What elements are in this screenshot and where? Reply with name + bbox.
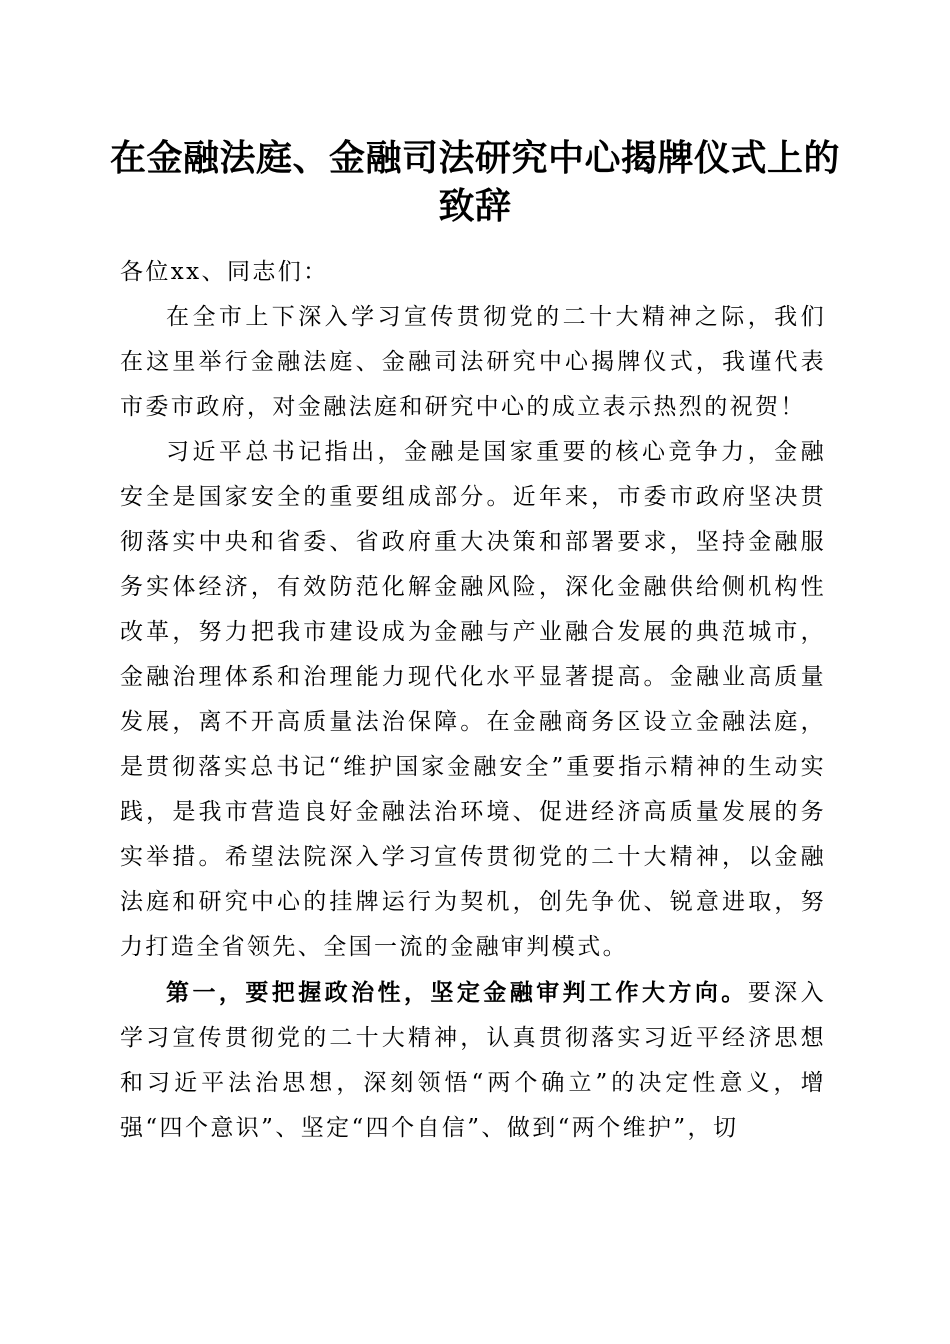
paragraph-3-text: 要深入学习宣传贯彻党的二十大精神，认真贯彻落实习近平经济思想和习近平法治思想，深刻领悟“两个确立”的决定性意义，增强“四个意识”、坚定“四个自信”、做到“两个维护”，切 — [120, 980, 826, 1141]
paragraph-3-lead: 第一，要把握政治性，坚定金融审判工作大方向。 — [166, 979, 748, 1006]
document-body — [120, 250, 826, 1151]
paragraph-1: 在全市上下深入学习宣传贯彻党的二十大精神之际，我们在这里举行金融法庭、金融司法研究中心揭牌仪式，我谨代表市委市政府，对金融法庭和研究中心的成立表示热烈的祝贺！ — [120, 304, 826, 420]
document-title: 在金融法庭、金融司法研究中心揭牌仪式上的致辞 — [110, 137, 841, 227]
paragraph-2: 习近平总书记指出，金融是国家重要的核心竞争力，金融安全是国家安全的重要组成部分。近年来，市委市政府坚决贯彻落实中央和省委、省政府重大决策和部署要求，坚持金融服务实体经济，有效防范化解金融风险，深化金融供给侧机构性改革，努力把我市建设成为金融与产业融合发展的典范城市，金融治理体系和治理能力现代化水平显著提高。金融业高质量发展，离不开高质量法治保障。在金融商务区设立金融法庭，是贯彻落实总书记“维护国家金融安全”重要指示精神的生动实践，是我市营造良好金融法治环境、促进经济高质量发展的务实举措。希望法院深入学习宣传贯彻党的二十大精神，以金融法庭和研究中心的挂牌运行为契机，创先争优、锐意进取，努力打造全省领先、全国一流的金融审判模式。 — [120, 439, 826, 960]
salutation: 各位xx、同志们： — [120, 259, 329, 285]
paragraph-3 — [120, 970, 826, 1151]
